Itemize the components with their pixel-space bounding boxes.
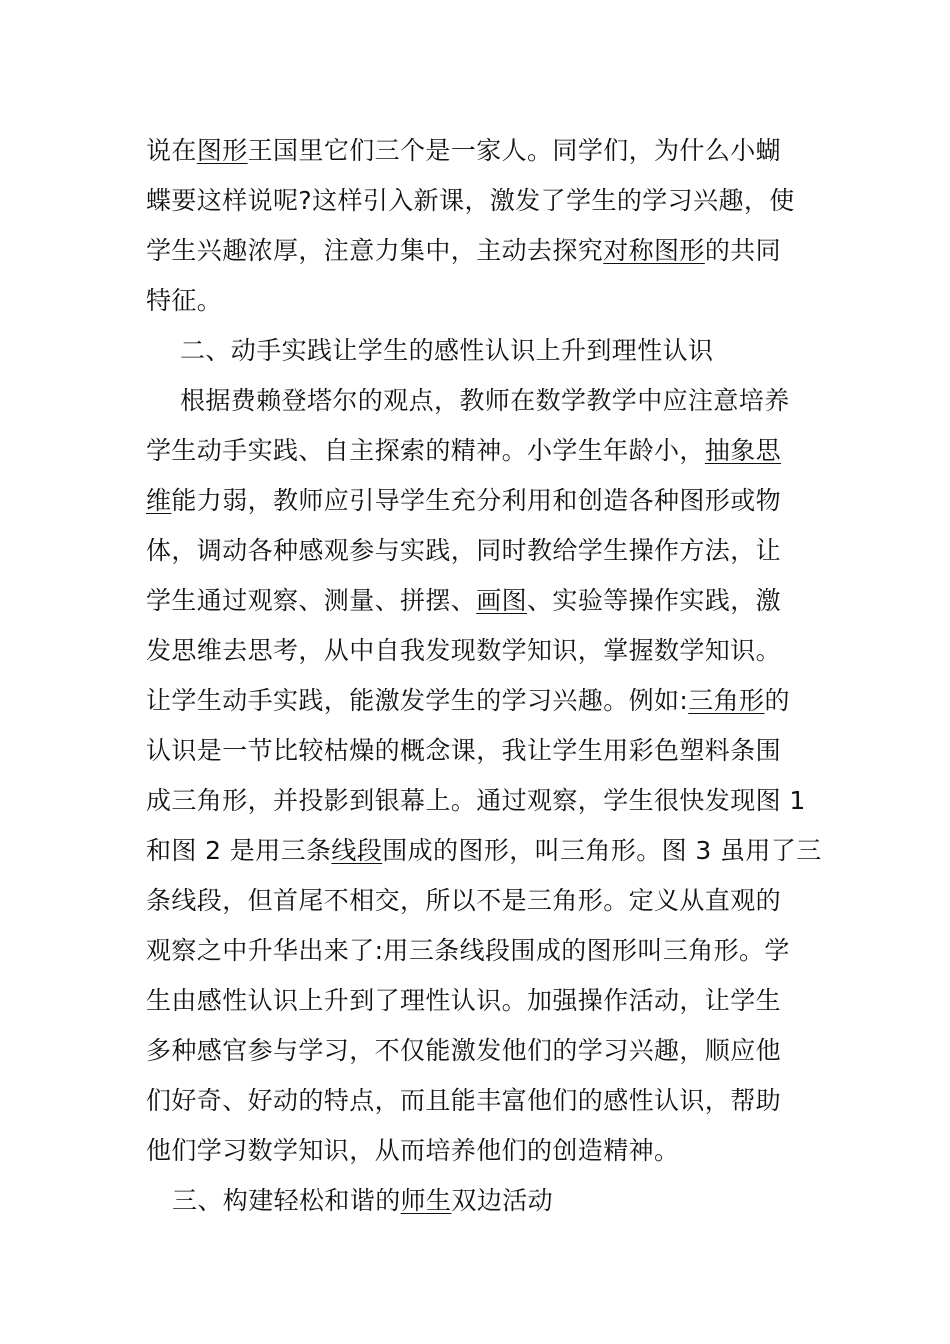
text-run: 王国里它们三个是一家人。同学们，为什么小蝴 [247,136,782,165]
text-run: 学生动手实践、自主探索的精神。小学生年龄小， [146,436,705,465]
text-run: 他们学习数学知识，从而培养他们的创造精神。 [146,1136,680,1165]
underlined-term: 对称图形 [603,236,705,265]
text-run: 特征。 [146,286,223,315]
text-run: 、实验等操作实践，激 [527,586,782,615]
text-line [146,776,826,826]
text-run: 观察之中升华出来了:用三条线段围成的图形叫三角形。学 [146,936,790,965]
underlined-term: 图形 [196,136,248,165]
text-run: 双边活动 [451,1186,554,1215]
text-line [146,476,826,526]
underlined-term: 画图 [476,586,528,615]
text-run: 说在 [146,136,197,165]
text-run: 能力弱，教师应引导学生充分利用和创造各种图形或物 [171,486,782,515]
text-run: 二、动手实践让学生的感性认识上升到理性认识 [180,336,714,365]
text-line [146,576,826,626]
text-line [146,676,826,726]
text-line [146,126,826,176]
text-run: 蝶要这样说呢?这样引入新课，激发了学生的学习兴趣，使 [146,186,795,215]
text-line [146,926,826,976]
underlined-term: 维 [146,486,172,515]
underlined-term: 师生 [400,1186,452,1215]
text-run: 认识是一节比较枯燥的概念课，我让学生用彩色塑料条围 [146,736,782,765]
text-run: 条线段，但首尾不相交，所以不是三角形。定义从直观的 [146,886,782,915]
text-line [146,626,826,676]
text-line [146,226,826,276]
text-run: 发思维去思考，从中自我发现数学知识，掌握数学知识。 [146,636,782,665]
underlined-term: 三角形 [688,686,765,715]
text-run: 让学生动手实践，能激发学生的学习兴趣。例如: [146,686,689,715]
text-run: 学生兴趣浓厚，注意力集中，主动去探究 [146,236,604,265]
text-run: 体，调动各种感观参与实践，同时教给学生操作方法，让 [146,536,782,565]
paragraph-first-line [180,376,860,426]
text-run: 们好奇、好动的特点，而且能丰富他们的感性认识，帮助 [146,1086,782,1115]
text-line [146,1026,826,1076]
text-run: 的 [764,686,790,715]
text-run: 围成的图形，叫三角形。图 3 虽用了三 [382,836,822,865]
section-heading [180,326,860,376]
text-line [146,1076,826,1126]
text-line [146,276,826,326]
text-run: 和图 2 是用三条 [146,836,332,865]
text-run: 成三角形，并投影到银幕上。通过观察，学生很快发现图 1 [146,786,806,815]
text-line [146,976,826,1026]
underlined-term: 线段 [331,836,383,865]
section-heading [172,1176,852,1226]
text-line [146,1126,826,1176]
text-run: 学生通过观察、测量、拼摆、 [146,586,477,615]
text-line [146,876,826,926]
text-run: 生由感性认识上升到了理性认识。加强操作活动，让学生 [146,986,782,1015]
text-line [146,526,826,576]
text-line [146,726,826,776]
text-line [146,176,826,226]
text-run: 多种感官参与学习，不仅能激发他们的学习兴趣，顺应他 [146,1036,782,1065]
text-run: 根据费赖登塔尔的观点，教师在数学教学中应注意培养 [180,386,790,415]
text-line [146,426,826,476]
text-run: 的共同 [704,236,782,265]
underlined-term: 抽象思 [704,436,782,465]
text-run: 三、构建轻松和谐的 [172,1186,401,1215]
text-line [146,826,826,876]
